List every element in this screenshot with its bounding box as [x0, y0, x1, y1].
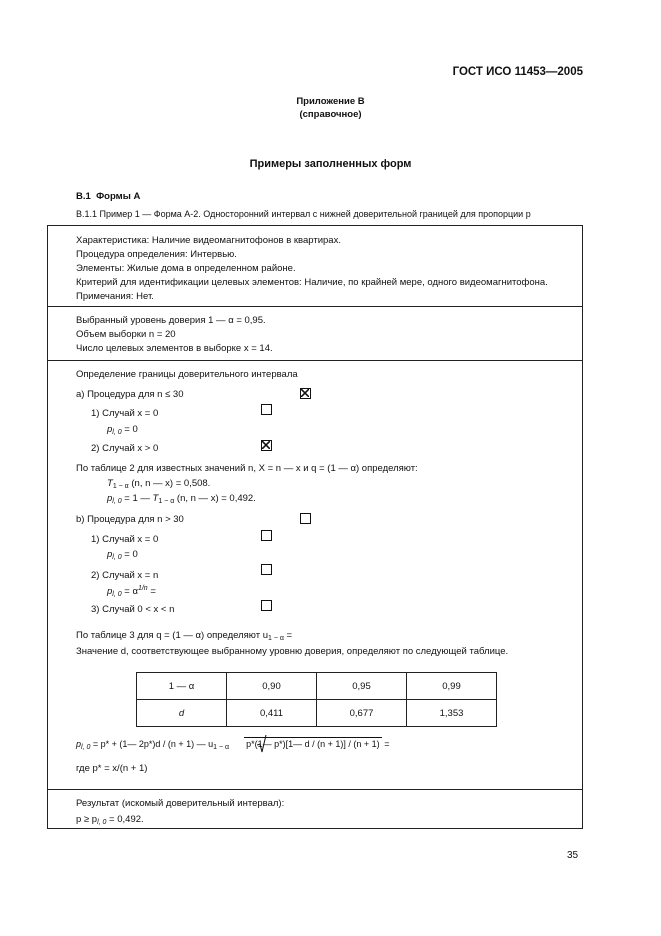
p-subscript: l, 0 [81, 744, 91, 751]
d-table [136, 672, 497, 727]
table3-subscript: 1 − α [268, 635, 284, 642]
table3-instruction [76, 630, 292, 642]
case-b3-label: 3) Случай 0 < x < n [91, 604, 175, 615]
p-symbol: p [107, 493, 113, 504]
procedure-b-checkbox[interactable] [300, 513, 311, 524]
p-value-result: (n, n — x) = 0,492. [174, 493, 256, 504]
d-table-row [137, 700, 497, 727]
procedure-line: Процедура определения: Интервью. [76, 249, 237, 260]
case-b2-tail: = [147, 586, 156, 597]
d-table-cell: 0,99 [407, 673, 497, 700]
case-a1-label: 1) Случай x = 0 [91, 408, 159, 419]
criterion-line: Критерий для идентификации целевых элементов: Наличие, по крайней мере, одного видеомагнитофона. [76, 277, 548, 288]
d-table-header-row [137, 673, 497, 700]
result-value: = 0,492. [106, 814, 144, 825]
example-line: В.1.1 Пример 1 — Форма А-2. Односторонний интервал с нижней доверительной границей для пропорции p [76, 209, 531, 219]
document-id: ГОСТ ИСО 11453—2005 [452, 66, 583, 78]
formula-radicand: p*(1— p*)[1— d / (n + 1)] / (n + 1) [246, 739, 380, 749]
case-b3-checkbox[interactable] [261, 600, 272, 611]
notes-line: Примечания: Нет. [76, 291, 154, 302]
case-b2-value [107, 585, 156, 598]
case-b2-checkbox[interactable] [261, 564, 272, 575]
result-subscript: l, 0 [97, 819, 107, 826]
p-subscript: l, 0 [112, 591, 122, 598]
case-b2-result: = α [124, 586, 138, 597]
checked-cross-icon [301, 389, 309, 397]
formula-tail: = [381, 739, 390, 749]
p-symbol: p [107, 424, 113, 435]
result-line [76, 814, 144, 826]
characteristic-line: Характеристика: Наличие видеомагнитофонов в квартирах. [76, 235, 341, 246]
d-table-cell: 0,411 [227, 700, 317, 727]
p-symbol: p [76, 739, 82, 749]
case-b2-exponent: 1/n [137, 585, 148, 592]
d-table-cell: 1 — α [137, 673, 227, 700]
d-instruction: Значение d, соответствующее выбранному уровню доверия, определяют по следующей таблице. [76, 646, 509, 657]
t-subscript: 1 − α [112, 483, 129, 490]
p-subscript: l, 0 [112, 498, 122, 505]
case-a1-result: = 0 [124, 424, 138, 435]
case-b2-label: 2) Случай x = n [91, 570, 159, 581]
result-prefix: p ≥ p [76, 814, 98, 825]
sample-size: Объем выборки n = 20 [76, 329, 176, 340]
case-b1-label: 1) Случай x = 0 [91, 534, 159, 545]
page-number: 35 [567, 850, 579, 861]
t-subscript: 1 − α [158, 498, 175, 505]
formula-left: = p* + (1— 2p*)d / (n + 1) — u [90, 739, 214, 749]
t-symbol: T [107, 478, 113, 489]
where-clause: где p* = x/(n + 1) [76, 763, 148, 774]
procedure-b-label: b) Процедура для n > 30 [76, 514, 184, 525]
subsection-number: В.1 [76, 191, 91, 202]
p-value-line [107, 493, 256, 505]
appendix-kind: (справочное) [299, 109, 362, 120]
case-a1-value [107, 424, 138, 436]
appendix-title: Приложение В [296, 96, 365, 107]
p-symbol: p [107, 586, 113, 597]
table3-tail: = [283, 630, 293, 641]
procedure-a-label: a) Процедура для n ≤ 30 [76, 389, 184, 400]
d-table-cell: d [137, 700, 227, 727]
bound-formula [76, 739, 389, 751]
formula-subscript: 1 − α [213, 744, 230, 751]
case-a2-checkbox[interactable] [261, 440, 272, 451]
d-table-cell: 0,677 [317, 700, 407, 727]
result-title: Результат (искомый доверительный интервал): [76, 798, 285, 809]
interval-title: Определение границы доверительного интервала [76, 369, 298, 380]
table2-instruction: По таблице 2 для известных значений n, X = n — x и q = (1 — α) определяют: [76, 463, 418, 474]
subsection-title: Формы А [96, 191, 141, 202]
case-b1-result: = 0 [124, 549, 138, 560]
section-title: Примеры заполненных форм [249, 158, 412, 170]
t-value-line [107, 478, 210, 490]
p-subscript: l, 0 [112, 429, 122, 436]
case-b1-value [107, 549, 138, 561]
d-table-cell: 1,353 [407, 700, 497, 727]
confidence-level: Выбранный уровень доверия 1 — α = 0,95. [76, 315, 266, 326]
t-value: (n, n — x) = 0,508. [131, 478, 211, 489]
p-subscript: l, 0 [112, 554, 122, 561]
procedure-a-checkbox[interactable] [300, 388, 311, 399]
target-count: Число целевых элементов в выборке x = 14. [76, 343, 273, 354]
checked-cross-icon [262, 441, 270, 449]
case-a2-label: 2) Случай x > 0 [91, 443, 159, 454]
table3-text: По таблице 3 для q = (1 — α) определяют u [76, 630, 268, 641]
elements-line: Элементы: Жилые дома в определенном районе. [76, 263, 296, 274]
case-b1-checkbox[interactable] [261, 530, 272, 541]
square-root-icon [257, 735, 267, 753]
case-a1-checkbox[interactable] [261, 404, 272, 415]
subsection-heading [76, 191, 140, 202]
p-symbol: p [107, 549, 113, 560]
t-symbol: T [152, 493, 159, 504]
d-table-cell: 0,95 [317, 673, 407, 700]
p-value-prefix: = 1 — [124, 493, 153, 504]
d-table-cell: 0,90 [227, 673, 317, 700]
